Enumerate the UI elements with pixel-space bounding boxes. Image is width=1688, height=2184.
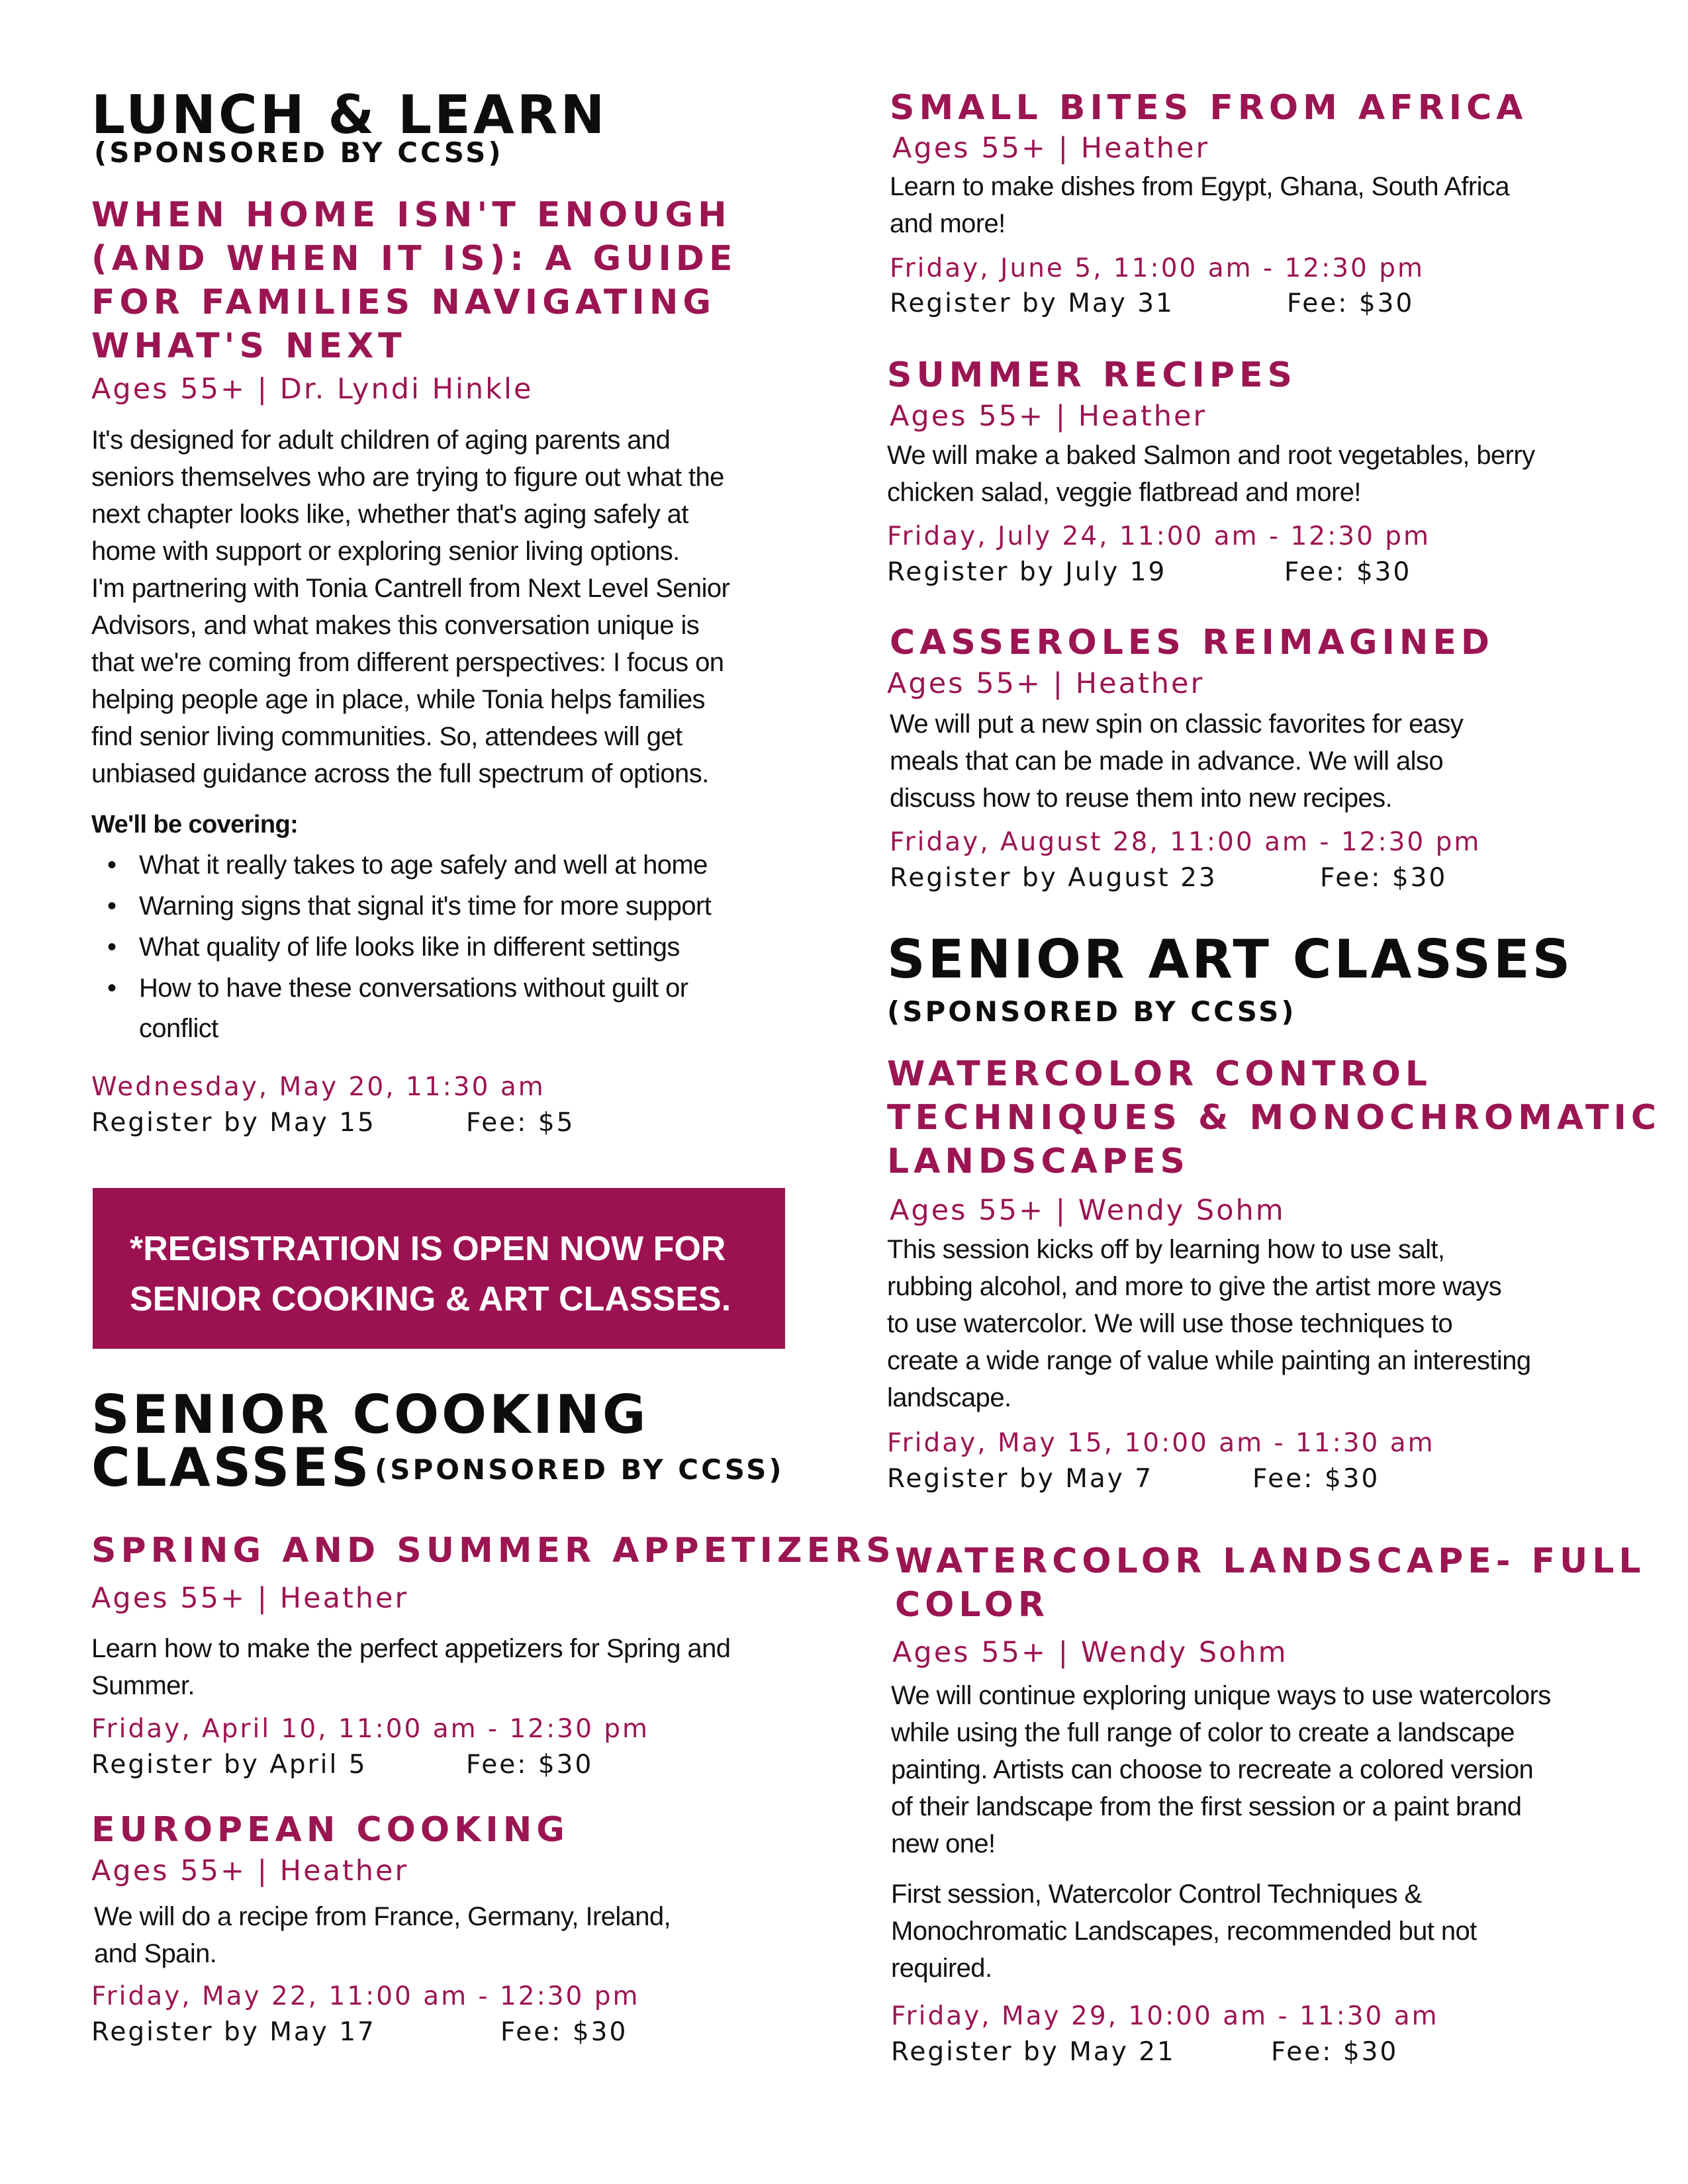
description-line: We will continue exploring unique ways to use watercolors <box>891 1681 1551 1710</box>
description-line: and more! <box>890 209 1006 238</box>
register-deadline: Register by May 17 <box>91 2017 376 2047</box>
description-line: discuss how to reuse them into new recipes. <box>890 784 1393 813</box>
lunch-learn-event <box>91 193 737 368</box>
event-fee: Fee: $30 <box>1252 1464 1380 1494</box>
description-line: while using the full range of color to create a landscape <box>891 1718 1515 1747</box>
description-line: We will do a recipe from France, Germany, Ireland, <box>94 1902 671 1931</box>
description-line: This session kicks off by learning how to use salt, <box>887 1235 1445 1264</box>
description-line: helping people age in place, while Tonia helps families <box>91 685 705 714</box>
event-date: Friday, June 5, 11:00 am - 12:30 pm <box>890 253 1425 283</box>
event-meta: Ages 55+ | Heather <box>892 132 1210 165</box>
event-date: Friday, April 10, 11:00 am - 12:30 pm <box>91 1714 650 1744</box>
event-title-line: TECHNIQUES & MONOCHROMATIC <box>887 1098 1662 1138</box>
description-line: Learn how to make the perfect appetizers for Spring and <box>91 1634 731 1663</box>
event-description <box>891 1677 1613 1862</box>
event-title-line: WATERCOLOR CONTROL <box>887 1054 1432 1094</box>
register-deadline: Register by May 7 <box>887 1464 1154 1494</box>
description-line: meals that can be made in advance. We will also <box>890 747 1443 776</box>
description-line: I'm partnering with Tonia Cantrell from Next Level Senior <box>91 574 730 603</box>
lunch-learn-sponsor: (SPONSORED BY CCSS) <box>94 136 504 169</box>
event-register-row <box>91 1108 753 1138</box>
description-line: Summer. <box>91 1671 195 1700</box>
description-line: landscape. <box>887 1383 1011 1412</box>
event-description <box>890 705 1611 817</box>
description-line: create a wide range of value while painting an interesting <box>887 1346 1531 1375</box>
event-title: SUMMER RECIPES <box>887 355 1297 395</box>
description-line: to use watercolor. We will use those techniques to <box>887 1309 1453 1338</box>
cooking-sponsor: (SPONSORED BY CCSS) <box>375 1453 784 1486</box>
event-register-row <box>887 1464 1549 1494</box>
register-deadline: Register by April 5 <box>91 1750 367 1780</box>
registration-banner <box>93 1188 785 1349</box>
description-line: next chapter looks like, whether that's aging safely at <box>91 500 688 529</box>
description-line: home with support or exploring senior living options. <box>91 537 680 566</box>
event-fee: Fee: $30 <box>466 1750 594 1780</box>
description-line: find senior living communities. So, attendees will get <box>91 722 682 751</box>
event-description <box>94 1898 809 1972</box>
event-title: SPRING AND SUMMER APPETIZERS <box>91 1531 896 1570</box>
event-title-line: FOR FAMILIES NAVIGATING <box>91 283 716 322</box>
art-event-title <box>895 1539 1646 1627</box>
art-title: SENIOR ART CLASSES <box>887 929 1573 990</box>
list-item: • How to have these conversations without guilt or <box>91 968 806 1009</box>
event-meta: Ages 55+ | Wendy Sohm <box>892 1636 1288 1669</box>
event-register-row <box>887 557 1549 587</box>
event-date: Friday, May 29, 10:00 am - 11:30 am <box>891 2001 1439 2031</box>
description-line: unbiased guidance across the full spectrum of options. <box>91 759 709 788</box>
event-description <box>890 168 1611 242</box>
event-fee: Fee: $30 <box>1271 2037 1399 2067</box>
list-item-continuation: conflict <box>139 1014 218 1043</box>
event-date: Friday, July 24, 11:00 am - 12:30 pm <box>887 522 1431 551</box>
banner-line: SENIOR COOKING & ART CLASSES. <box>130 1280 731 1318</box>
event-register-row <box>890 863 1552 893</box>
event-date: Friday, May 15, 10:00 am - 11:30 am <box>887 1428 1435 1458</box>
description-line: that we're coming from different perspectives: I focus on <box>91 648 724 677</box>
description-line: We will make a baked Salmon and root vegetables, berry <box>887 441 1535 470</box>
event-title-line: COLOR <box>895 1585 1049 1625</box>
event-note <box>891 1876 1613 1987</box>
banner-line: *REGISTRATION IS OPEN NOW FOR <box>130 1230 726 1268</box>
description-line: We will put a new spin on classic favorites for easy <box>890 709 1464 739</box>
list-item: • Warning signs that signal it's time for more support <box>91 886 806 927</box>
event-fee: Fee: $5 <box>466 1108 575 1138</box>
event-title-line: LANDSCAPES <box>887 1142 1190 1181</box>
event-title-line: WHEN HOME ISN'T ENOUGH <box>91 195 731 235</box>
event-title: EUROPEAN COOKING <box>91 1810 569 1850</box>
art-event-title <box>887 1052 1661 1183</box>
description-line: rubbing alcohol, and more to give the artist more ways <box>887 1272 1502 1301</box>
event-title: CASSEROLES REIMAGINED <box>890 623 1495 662</box>
event-title-line: (AND WHEN IT IS): A GUIDE <box>91 239 737 279</box>
event-date: Friday, August 28, 11:00 am - 12:30 pm <box>890 827 1481 857</box>
register-deadline: Register by May 15 <box>91 1108 376 1138</box>
covering-list <box>91 844 806 1009</box>
event-fee: Fee: $30 <box>500 2017 628 2047</box>
event-fee: Fee: $30 <box>1284 557 1412 587</box>
event-meta: Ages 55+ | Wendy Sohm <box>890 1194 1286 1227</box>
event-register-row <box>891 2037 1553 2067</box>
event-meta: Ages 55+ | Heather <box>887 667 1205 700</box>
list-item: • What it really takes to age safely and well at home <box>91 844 806 886</box>
event-register-row <box>890 289 1552 318</box>
register-deadline: Register by May 21 <box>891 2037 1176 2067</box>
list-item: • What quality of life looks like in different settings <box>91 927 806 968</box>
register-deadline: Register by July 19 <box>887 557 1167 587</box>
cooking-title-line: CLASSES <box>91 1437 372 1498</box>
event-date: Friday, May 22, 11:00 am - 12:30 pm <box>91 1981 640 2011</box>
event-title-line: WATERCOLOR LANDSCAPE- FULL <box>895 1541 1646 1581</box>
event-title: SMALL BITES FROM AFRICA <box>890 88 1528 128</box>
art-sponsor: (SPONSORED BY CCSS) <box>887 995 1297 1028</box>
note-line: required. <box>891 1954 992 1983</box>
description-line: of their landscape from the first session or a paint brand <box>891 1792 1522 1821</box>
description-line: new one! <box>891 1829 996 1858</box>
cooking-title-line: SENIOR COOKING <box>91 1384 649 1445</box>
description-line: painting. Artists can choose to recreate a colored version <box>891 1755 1534 1784</box>
event-meta: Ages 55+ | Heather <box>91 1854 409 1888</box>
event-description <box>91 1630 806 1704</box>
register-deadline: Register by August 23 <box>890 863 1217 893</box>
description-line: Advisors, and what makes this conversation unique is <box>91 611 700 640</box>
covering-label: We'll be covering: <box>91 811 299 839</box>
event-date: Wednesday, May 20, 11:30 am <box>91 1072 545 1102</box>
event-title-line: WHAT'S NEXT <box>91 326 406 366</box>
event-description <box>887 437 1609 511</box>
description-line: seniors themselves who are trying to figure out what the <box>91 463 724 492</box>
description-line: chicken salad, veggie flatbread and more! <box>887 478 1361 507</box>
event-description <box>91 422 806 792</box>
event-meta: Ages 55+ | Heather <box>91 1582 409 1615</box>
note-line: Monochromatic Landscapes, recommended but not <box>891 1917 1477 1946</box>
event-description <box>887 1231 1609 1416</box>
note-line: First session, Watercolor Control Techniques & <box>891 1880 1422 1909</box>
register-deadline: Register by May 31 <box>890 289 1174 318</box>
event-fee: Fee: $30 <box>1287 289 1415 318</box>
event-register-row <box>91 1750 753 1780</box>
description-line: and Spain. <box>94 1939 217 1968</box>
event-fee: Fee: $30 <box>1320 863 1448 893</box>
description-line: It's designed for adult children of aging parents and <box>91 426 671 455</box>
event-register-row <box>91 2017 753 2047</box>
event-meta: Ages 55+ | Heather <box>890 400 1207 433</box>
description-line: Learn to make dishes from Egypt, Ghana, South Africa <box>890 172 1509 201</box>
lunch-learn-title: LUNCH & LEARN <box>91 84 608 146</box>
event-meta: Ages 55+ | Dr. Lyndi Hinkle <box>91 373 534 406</box>
